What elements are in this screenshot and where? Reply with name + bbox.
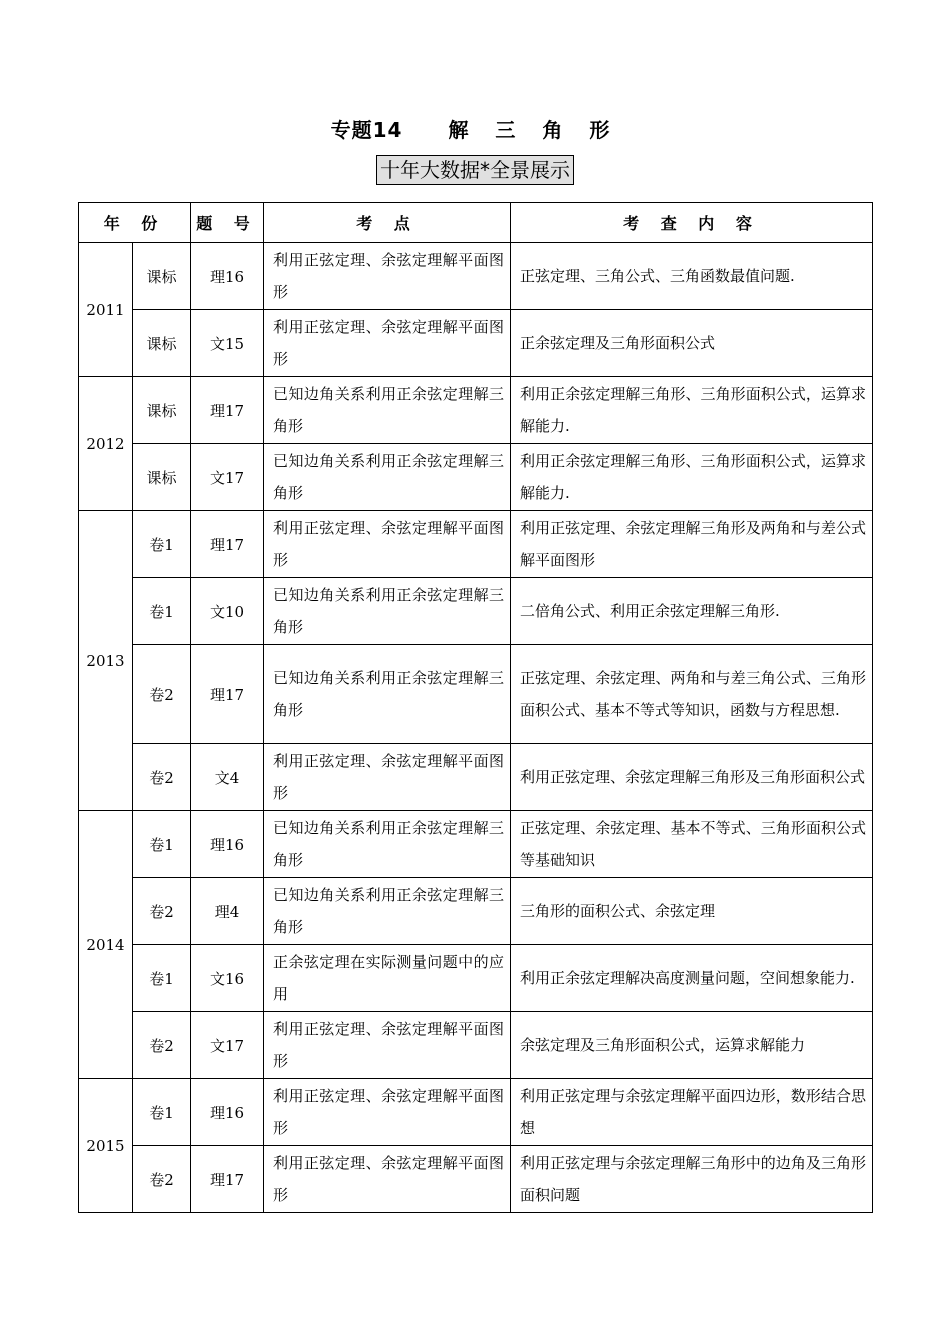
number-cell: 理17 [191,1146,264,1213]
point-cell: 利用正弦定理、余弦定理解平面图形 [264,310,511,377]
point-cell: 已知边角关系利用正余弦定理解三角形 [264,645,511,744]
number-cell: 理16 [191,1079,264,1146]
content-cell: 正弦定理、余弦定理、两角和与差三角公式、三角形面积公式、基本不等式等知识，函数与方程思想. [511,645,873,744]
col-header-content: 考 查 内 容 [511,203,873,243]
content-cell: 二倍角公式、利用正余弦定理解三角形. [511,578,873,645]
point-cell: 利用正弦定理、余弦定理解平面图形 [264,1012,511,1079]
paper-cell: 卷1 [133,578,191,645]
content-cell: 正弦定理、三角公式、三角函数最值问题. [511,243,873,310]
number-cell: 文10 [191,578,264,645]
title-prefix: 专题14 [330,118,403,142]
content-cell: 正弦定理、余弦定理、基本不等式、三角形面积公式等基础知识 [511,811,873,878]
point-cell: 利用正弦定理、余弦定理解平面图形 [264,243,511,310]
number-cell: 理4 [191,878,264,945]
paper-cell: 卷2 [133,1012,191,1079]
point-cell: 已知边角关系利用正余弦定理解三角形 [264,578,511,645]
table-row [79,744,873,811]
col-header-point: 考 点 [264,203,511,243]
table-row [79,645,873,744]
paper-cell: 课标 [133,310,191,377]
table-row [79,945,873,1012]
point-cell: 已知边角关系利用正余弦定理解三角形 [264,377,511,444]
number-cell: 文4 [191,744,264,811]
point-cell: 已知边角关系利用正余弦定理解三角形 [264,444,511,511]
point-cell: 利用正弦定理、余弦定理解平面图形 [264,1079,511,1146]
number-cell: 理16 [191,243,264,310]
table-row [79,511,873,578]
content-cell: 利用正弦定理与余弦定理解三角形中的边角及三角形面积问题 [511,1146,873,1213]
title-main: 解 三 角 形 [448,118,620,142]
paper-cell: 卷2 [133,878,191,945]
number-cell: 文16 [191,945,264,1012]
number-cell: 理16 [191,811,264,878]
content-cell: 利用正余弦定理解三角形、三角形面积公式，运算求解能力. [511,444,873,511]
year-cell: 2015 [79,1079,133,1213]
content-cell: 利用正弦定理、余弦定理解三角形及三角形面积公式 [511,744,873,811]
point-cell: 已知边角关系利用正余弦定理解三角形 [264,878,511,945]
point-cell: 已知边角关系利用正余弦定理解三角形 [264,811,511,878]
year-cell: 2012 [79,377,133,511]
paper-cell: 卷1 [133,945,191,1012]
paper-cell: 卷1 [133,511,191,578]
content-cell: 利用正余弦定理解三角形、三角形面积公式，运算求解能力. [511,377,873,444]
paper-cell: 卷1 [133,1079,191,1146]
content-cell: 利用正弦定理与余弦定理解平面四边形，数形结合思想 [511,1079,873,1146]
number-cell: 理17 [191,511,264,578]
table-row [79,1012,873,1079]
point-cell: 利用正弦定理、余弦定理解平面图形 [264,1146,511,1213]
content-cell: 利用正余弦定理解决高度测量问题，空间想象能力. [511,945,873,1012]
content-cell: 余弦定理及三角形面积公式，运算求解能力 [511,1012,873,1079]
point-cell: 利用正弦定理、余弦定理解平面图形 [264,744,511,811]
paper-cell: 课标 [133,243,191,310]
year-cell: 2011 [79,243,133,377]
content-cell: 利用正弦定理、余弦定理解三角形及两角和与差公式解平面图形 [511,511,873,578]
table-row [79,811,873,878]
point-cell: 利用正弦定理、余弦定理解平面图形 [264,511,511,578]
table-row [79,243,873,310]
table-row [79,1079,873,1146]
year-cell: 2014 [79,811,133,1079]
paper-cell: 卷2 [133,744,191,811]
table-row [79,310,873,377]
paper-cell: 卷2 [133,645,191,744]
table-header-row [79,203,873,243]
table-row [79,377,873,444]
subtitle-container [0,155,950,185]
number-cell: 文15 [191,310,264,377]
paper-cell: 课标 [133,444,191,511]
table-row [79,1146,873,1213]
number-cell: 理17 [191,645,264,744]
number-cell: 理17 [191,377,264,444]
exam-table [78,202,873,1213]
table-row [79,878,873,945]
paper-cell: 课标 [133,377,191,444]
table-row [79,578,873,645]
content-cell: 三角形的面积公式、余弦定理 [511,878,873,945]
number-cell: 文17 [191,1012,264,1079]
content-cell: 正余弦定理及三角形面积公式 [511,310,873,377]
subtitle-banner: 十年大数据*全景展示 [376,155,574,185]
year-cell: 2013 [79,511,133,811]
table-row [79,444,873,511]
paper-cell: 卷2 [133,1146,191,1213]
col-header-number: 题 号 [191,203,264,243]
number-cell: 文17 [191,444,264,511]
page-title [0,114,950,143]
point-cell: 正余弦定理在实际测量问题中的应用 [264,945,511,1012]
col-header-year: 年 份 [79,203,191,243]
paper-cell: 卷1 [133,811,191,878]
